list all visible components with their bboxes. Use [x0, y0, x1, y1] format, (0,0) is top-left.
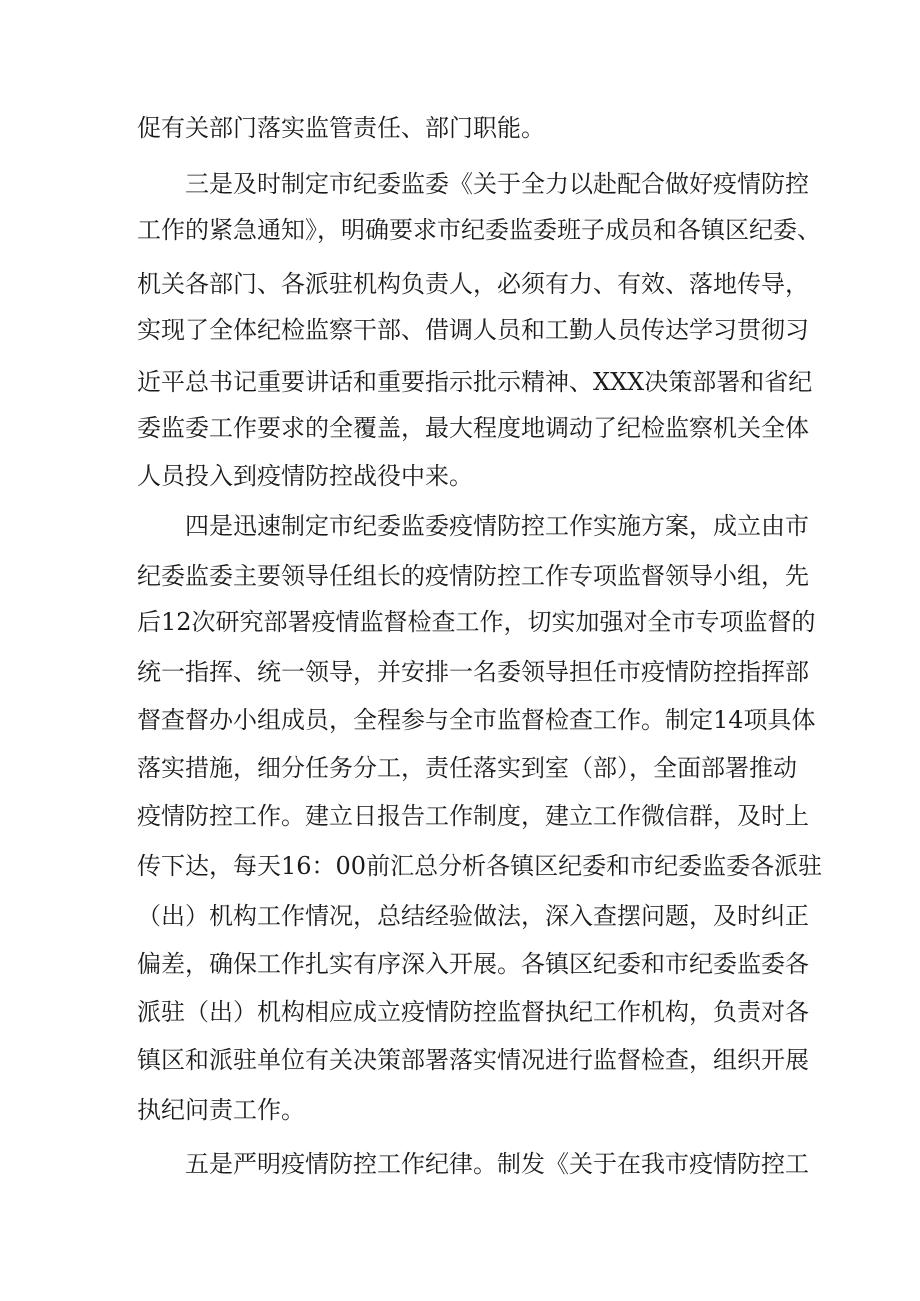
text-line: 四是迅速制定市纪委监委疫情防控工作实施方案，成立由市	[185, 512, 809, 540]
text-line: 纪委监委主要领导任组长的疫情防控工作专项监督领导小组，先	[137, 562, 809, 590]
text-line: 后12次研究部署疫情监督检查工作，切实加强对全市专项监督的	[137, 608, 816, 636]
text-line: 执纪问责工作。	[137, 1096, 305, 1124]
text-line: 派驻（出）机构相应成立疫情防控监督执纪工作机构，负责对各	[137, 998, 809, 1026]
text-line: 落实措施，细分任务分工，责任落实到室（部），全面部署推动	[137, 754, 797, 782]
text-line: 镇区和派驻单位有关决策部署落实情况进行监督检查，组织开展	[137, 1046, 809, 1074]
text-line: 偏差，确保工作扎实有序深入开展。各镇区纪委和市纪委监委各	[137, 950, 809, 978]
text-line: 三是及时制定市纪委监委《关于全力以赴配合做好疫情防控	[185, 170, 809, 198]
text-line: 疫情防控工作。建立日报告工作制度，建立工作微信群，及时上	[137, 802, 809, 830]
text-line: 工作的紧急通知》，明确要求市纪委监委班子成员和各镇区纪委、	[137, 216, 821, 244]
text-line: 委监委工作要求的全覆盖，最大程度地调动了纪检监察机关全体	[137, 414, 809, 442]
text-line: 实现了全体纪检监察干部、借调人员和工勤人员传达学习贯彻习	[137, 316, 809, 344]
text-line: 近平总书记重要讲话和重要指示批示精神、XXX决策部署和省纪	[137, 368, 813, 396]
text-line: 五是严明疫情防控工作纪律。制发《关于在我市疫情防控工	[185, 1150, 809, 1178]
text-line: （出）机构工作情况，总结经验做法，深入查摆问题，及时纠正	[137, 902, 809, 930]
text-line: 人员投入到疫情防控战役中来。	[137, 462, 473, 490]
text-line: 促有关部门落实监管责任、部门职能。	[137, 114, 545, 142]
text-line: 机关各部门、各派驻机构负责人，必须有力、有效、落地传导，	[137, 270, 809, 298]
text-line: 督查督办小组成员，全程参与全市监督检查工作。制定14项具体	[137, 706, 816, 734]
text-line: 统一指挥、统一领导，并安排一名委领导担任市疫情防控指挥部	[137, 658, 809, 686]
text-line: 传下达，每天16：00前汇总分析各镇区纪委和市纪委监委各派驻	[137, 852, 823, 880]
